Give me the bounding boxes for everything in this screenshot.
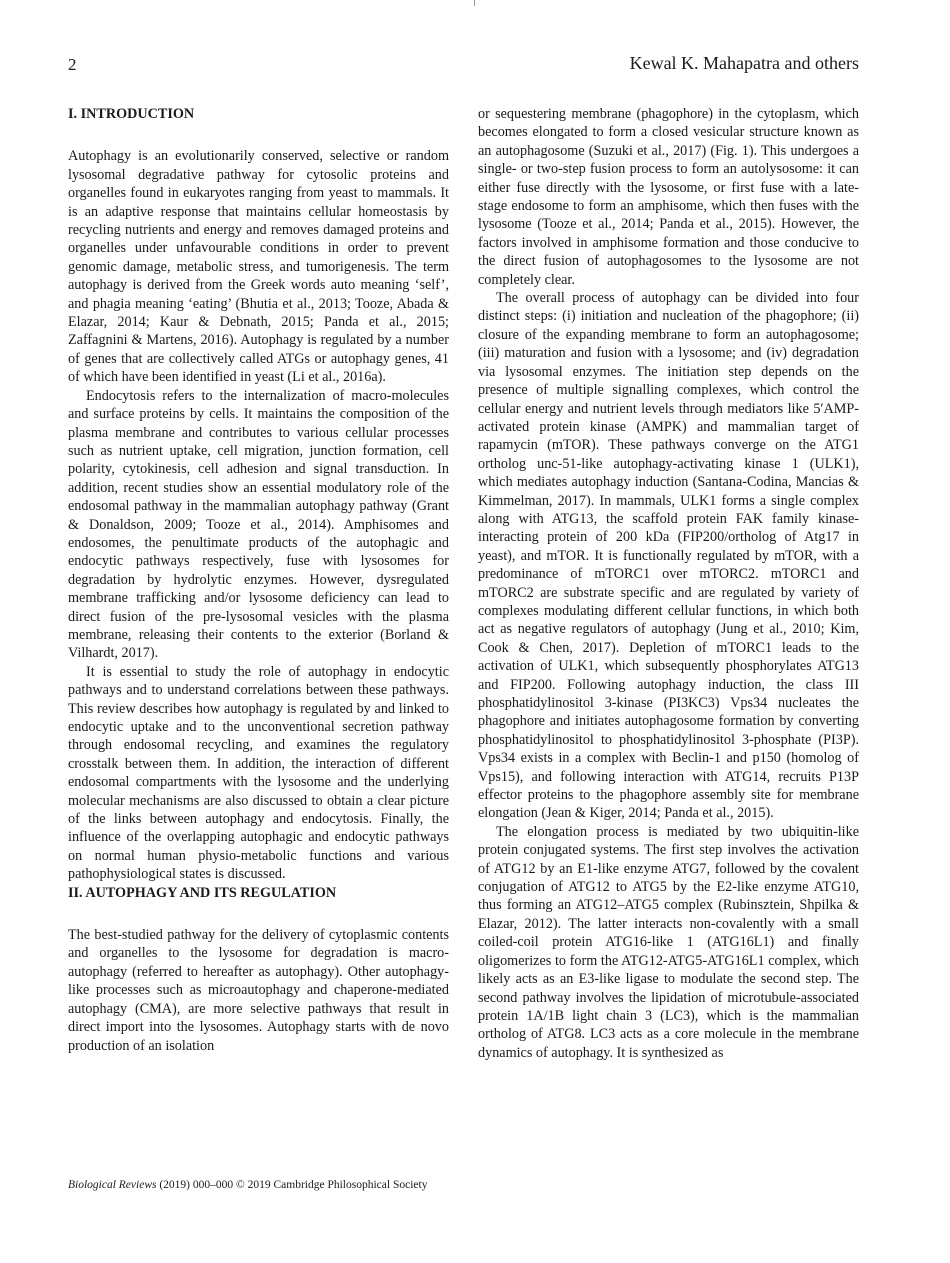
paragraph: The elongation process is mediated by two ubiquitin-like protein conjugated systems. The first step involves the activation of ATG12 by an E1-like enzyme ATG7, followed by the covalent conjugation of ATG12 to ATG5 by the E2-like enzyme ATG10, thus forming an ATG12–ATG5 complex (Rubinsztein, Shpilka & Elazar, 2012). The latter interacts non-covalently with a small coiled-coil protein ATG16-like 1 (ATG16L1) and finally oligomerizes to form the ATG12-ATG5-ATG16L1 complex, which likely acts as an E3-like ligase to modulate the second step. The second pathway involves the lipidation of microtubule-associated protein 1A/1B light chain 3 (LC3), which is the mammalian ortholog of ATG8. LC3 acts as a core molecule in the membrane dynamics of autophagy. It is synthesized as: [478, 823, 859, 1061]
paragraph: The best-studied pathway for the delivery of cytoplasmic contents and organelles to the lysosome for degradation is macro-autophagy (referred to hereafter as autophagy). Other autophagy-like processes such as microautophagy and chaperone-mediated autophagy (CMA), are more selective pathways that result in direct import into the lysosomes. Autophagy starts with de novo production of an isolation: [68, 927, 449, 1054]
page-top-mark: [474, 0, 475, 6]
page-number: 2: [68, 55, 77, 74]
left-column: [68, 105, 449, 1055]
paragraph: or sequestering membrane (phagophore) in the cytoplasm, which becomes elongated to form a closed vesicular structure known as an autophagosome (Suzuki et al., 2017) (Fig. 1). This undergoes a single- or two-step fusion process to form an autolysosome: it can either fuse directly with the lysosome, or first fuse with a late-stage endosome to form an amphisome, which then fuses with the lysosome (Tooze et al., 2014; Panda et al., 2015). However, the factors involved in amphisome formation and those conducive to the direct fusion of autophagosomes to the lysosome are not completely clear.: [478, 106, 859, 288]
running-head: Kewal K. Mahapatra and others: [629, 53, 859, 73]
page-footer: [68, 1179, 427, 1191]
paragraph: The overall process of autophagy can be divided into four distinct steps: (i) initiation and nucleation of the phagophore; (ii) closure of the expanding membrane to form an autophagosome; (iii) maturation and fusion with a lysosome; and (iv) degradation via lysosomal enzymes. The initiation step depends on the presence of multiple signalling complexes, which control the cellular energy and nutrient levels through mediators like 5′AMP-activated protein kinase (AMPK) and mammalian target of rapamycin (mTOR). These pathways converge on the ATG1 ortholog unc-51-like autophagy-activating kinase 1 (ULK1), which mediates autophagy induction (Santana-Codina, Mancias & Kimmelman, 2017). In mammals, ULK1 forms a single complex along with ATG13, the scaffold protein FAK family kinase-interacting protein of 200 kDa (FIP200/ortholog of Atg17 in yeast), and mTOR. It is functionally regulated by mTOR, with a predominance of mTORC1 over mTORC2. mTORC1 and mTORC2 are substrate specific and are regulated by variety of complexes modulating different cellular functions, in which both act as negative regulators of autophagy (Jung et al., 2010; Kim, Cook & Chen, 2017). Depletion of mTORC1 leads to the activation of ULK1, which subsequently phosphorylates ATG13 and FIP200. Following autophagy induction, the class III phosphatidylinositol 3-kinase (PI3KC3) Vps34 nucleates the phagophore and initiates autophagosome formation by converting phosphatidylinositol to phosphatidylinositol 3-phosphate (PI3P). Vps34 exists in a complex with Beclin-1 and p150 (homolog of Vps15), and following interaction with ATG14, recruits P13P effector proteins to the phagophore assembly site for membrane elongation (Jean & Kiger, 2014; Panda et al., 2015).: [478, 290, 859, 822]
paragraph: Autophagy is an evolutionarily conserved, selective or random lysosomal degradative pathway for cytosolic proteins and organelles found in eukaryotes ranging from yeast to mammals. It is an adaptive response that maintains cellular homeostasis by recycling nutrients and energy and removes damaged proteins and organelles under unfavourable conditions in order to prevent genomic damage, metabolic stress, and tumorigenesis. The term autophagy is derived from the Greek words auto meaning ‘self’, and phagia meaning ‘eating’ (Bhutia et al., 2013; Tooze, Abada & Elazar, 2014; Kaur & Debnath, 2015; Panda et al., 2015; Zaffagnini & Martens, 2016). Autophagy is regulated by a number of genes that are collectively called ATGs or autophagy genes, 41 of which have been identified in yeast (Li et al., 2016a).: [68, 148, 449, 386]
footer-journal: Biological Reviews: [68, 1179, 157, 1191]
section-heading-autophagy: II. AUTOPHAGY AND ITS REGULATION: [68, 884, 337, 901]
section-heading-introduction: I. INTRODUCTION: [68, 106, 195, 122]
footer-copyright: (2019) 000–000 © 2019 Cambridge Philosophical Society: [156, 1179, 428, 1191]
paragraph: Endocytosis refers to the internalization of macro-molecules and surface proteins by cells. It maintains the composition of the plasma membrane and contributes to various cellular processes such as nutrient uptake, cell migration, junction formation, cell polarity, cytokinesis, cell adhesion and signal transduction. In addition, recent studies show an essential modulatory role of the endosomal pathway in the mammalian autophagy pathway (Grant & Donaldson, 2009; Tooze et al., 2014). Amphisomes and endosomes, the penultimate products of the autophagic and endocytic pathways respectively, fuse with lysosomes for degradation by hydrolytic enzymes. However, dysregulated membrane trafficking and/or lysosome deficiency can lead to direct fusion of the pre-lysosomal vesicles with the plasma membrane, releasing their contents to the exterior (Borland & Vilhardt, 2017).: [68, 387, 449, 662]
right-column: [478, 105, 859, 1062]
paragraph: It is essential to study the role of autophagy in endocytic pathways and to understand correlations between these pathways. This review describes how autophagy is regulated by and linked to endocytic uptake and to the unconventional secretion pathway through endosomal recycling, and examines the regulatory crosstalk between them. In addition, the interaction of different endosomal compartments with the lysosome and the underlying molecular mechanisms are also discussed to obtain a clear picture of the links between autophagy and endocytosis. Finally, the influence of the overlapping autophagic and endocytic pathways on normal human physio-metabolic functions and various pathophysiological states is discussed.: [68, 663, 449, 883]
